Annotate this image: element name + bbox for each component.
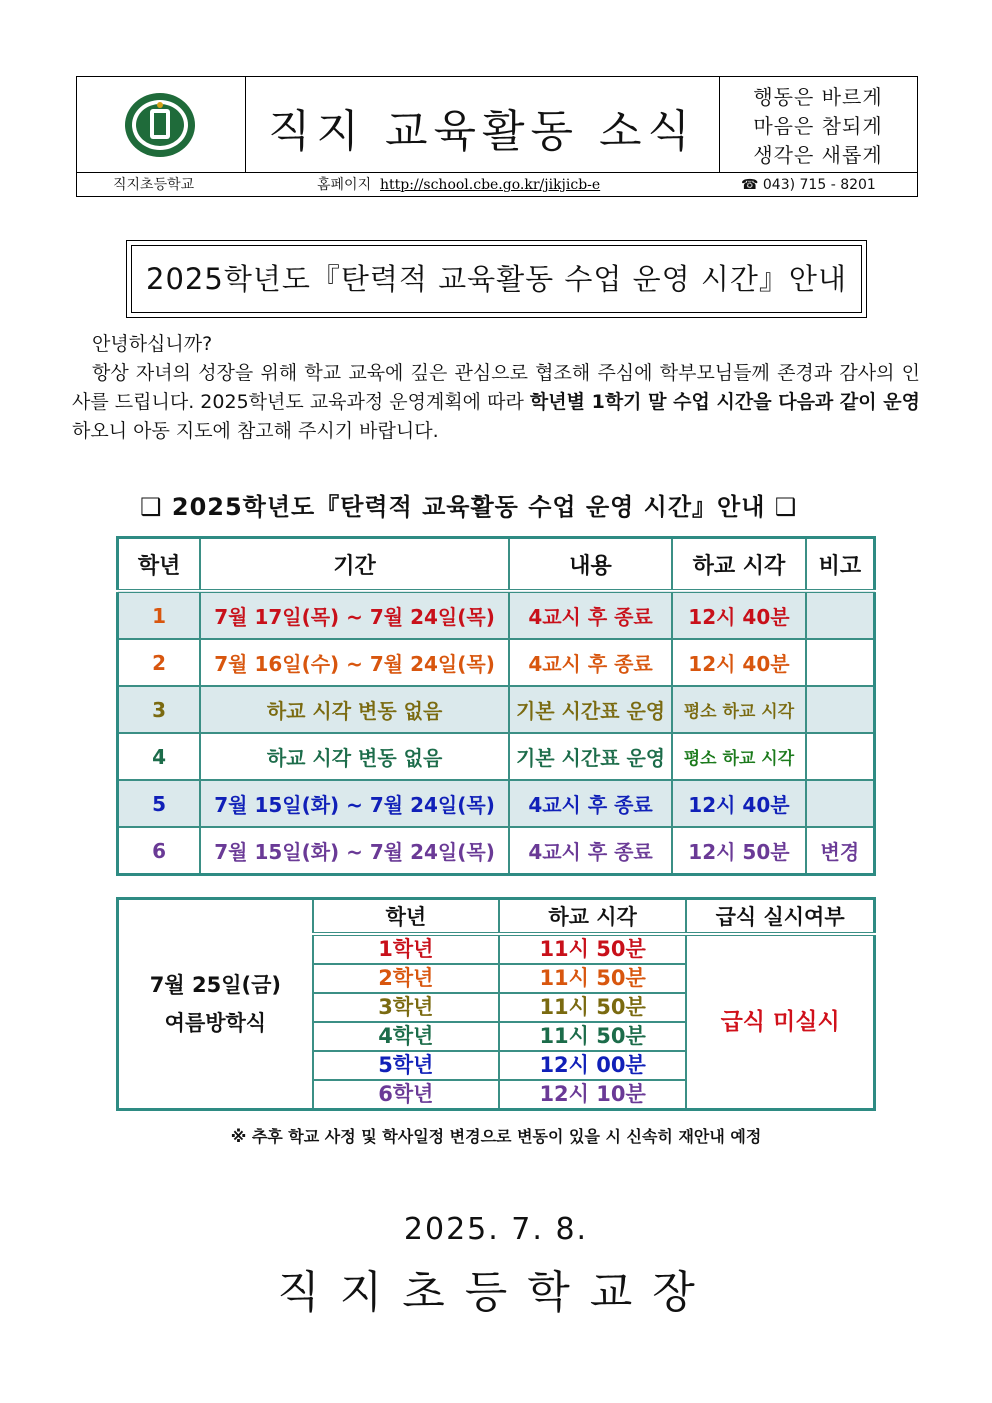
event-cell	[118, 899, 313, 1110]
table-header-row	[118, 899, 875, 935]
cell-period: 7월 15일(화) ~ 7월 24일(목)	[200, 827, 509, 875]
newsletter-title: 직지 교육활동 소식	[267, 106, 696, 157]
cell-content: 4교시 후 종료	[509, 639, 672, 686]
cell-time: 12시 40분	[672, 591, 805, 639]
cell-time: 12시 10분	[499, 1080, 686, 1110]
info-row	[77, 172, 917, 197]
header-note: 비고	[806, 538, 875, 592]
cell-note	[806, 591, 875, 639]
cell-grade: 4	[118, 733, 201, 780]
cell-time: 12시 50분	[672, 827, 805, 875]
motto-line: 행동은 바르게	[753, 85, 883, 109]
notice-title-box	[126, 240, 867, 318]
logo-cell	[77, 77, 246, 172]
cell-note	[806, 686, 875, 733]
schedule-table	[116, 536, 876, 876]
cell-time: 11시 50분	[499, 964, 686, 993]
intro-text-end: 하오니 아동 지도에 참고해 주시기 바랍니다.	[72, 420, 439, 442]
cell-time: 11시 50분	[499, 1022, 686, 1051]
homepage-link[interactable]: http://school.cbe.go.kr/jikjicb-e	[380, 177, 601, 193]
notice-title: 2025학년도『탄력적 교육활동 수업 운영 시간』안내	[131, 245, 862, 313]
header-time: 하교 시각	[672, 538, 805, 592]
cell-period: 하교 시각 변동 없음	[200, 686, 509, 733]
title-cell	[245, 77, 720, 172]
homepage-label: 홈페이지	[317, 177, 372, 193]
cell-grade: 3	[118, 686, 201, 733]
table-row	[118, 639, 875, 686]
cell-grade: 2학년	[313, 964, 499, 993]
section-heading: ❑ 2025학년도『탄력적 교육활동 수업 운영 시간』안내 ❑	[140, 493, 798, 521]
table-row	[118, 780, 875, 827]
greeting: 안녕하십니까?	[92, 333, 213, 355]
meal-status: 급식 미실시	[686, 934, 874, 1110]
cell-content: 4교시 후 종료	[509, 591, 672, 639]
cell-grade: 2	[118, 639, 201, 686]
table-row	[118, 733, 875, 780]
table-row	[118, 827, 875, 875]
homepage	[317, 173, 600, 197]
table-header-row	[118, 538, 875, 592]
header-content: 내용	[509, 538, 672, 592]
cell-grade: 5학년	[313, 1051, 499, 1080]
cell-content: 4교시 후 종료	[509, 827, 672, 875]
header-grade: 학년	[118, 538, 201, 592]
cell-note: 변경	[806, 827, 875, 875]
cell-content: 기본 시간표 운영	[509, 733, 672, 780]
cell-time: 12시 00분	[499, 1051, 686, 1080]
cell-grade: 1	[118, 591, 201, 639]
cell-grade: 6	[118, 827, 201, 875]
header-period: 기간	[200, 538, 509, 592]
cell-note	[806, 639, 875, 686]
table-row	[118, 591, 875, 639]
cell-time: 11시 50분	[499, 993, 686, 1022]
header-meal: 급식 실시여부	[686, 899, 874, 935]
cell-grade: 4학년	[313, 1022, 499, 1051]
cell-period: 7월 15일(화) ~ 7월 24일(목)	[200, 780, 509, 827]
cell-period: 7월 17일(목) ~ 7월 24일(목)	[200, 591, 509, 639]
cell-time: 12시 40분	[672, 780, 805, 827]
intro-paragraph	[72, 359, 920, 446]
school-name: 직지초등학교	[113, 177, 195, 193]
cell-time: 평소 하교 시각	[672, 733, 805, 780]
event-name: 여름방학식	[164, 1011, 267, 1035]
principal-signature: 직지초등학교장	[277, 1267, 715, 1318]
cell-grade: 3학년	[313, 993, 499, 1022]
intro-bold: 학년별 1학기 말 수업 시간을 다음과 같이 운영	[529, 391, 920, 413]
motto-line: 생각은 새롭게	[753, 143, 883, 167]
closing-ceremony-table	[116, 897, 876, 1111]
cell-time: 12시 40분	[672, 639, 805, 686]
event-date: 7월 25일(금)	[149, 973, 281, 997]
cell-content: 4교시 후 종료	[509, 780, 672, 827]
cell-note	[806, 733, 875, 780]
cell-time: 11시 50분	[499, 934, 686, 964]
issue-date: 2025. 7. 8.	[403, 1212, 589, 1247]
table-row	[118, 686, 875, 733]
cell-grade: 6학년	[313, 1080, 499, 1110]
header-grade: 학년	[313, 899, 499, 935]
footnote: ※ 추후 학교 사정 및 학사일정 변경으로 변동이 있을 시 신속히 재안내 예정	[230, 1127, 762, 1146]
cell-period: 7월 16일(수) ~ 7월 24일(목)	[200, 639, 509, 686]
cell-content: 기본 시간표 운영	[509, 686, 672, 733]
school-emblem-icon	[123, 91, 197, 159]
intro-text: 항상 자녀의 성장을 위해 학교 교육에 깊은 관심으로 협조해 주심에 학부모님들께 존경과 감사의 인사를 드립니다. 2025학년도 교육과정 운영계획에 따라	[72, 362, 920, 413]
cell-grade: 1학년	[313, 934, 499, 964]
cell-period: 하교 시각 변동 없음	[200, 733, 509, 780]
newsletter-header	[76, 76, 918, 197]
cell-note	[806, 780, 875, 827]
motto-line: 마음은 참되게	[753, 114, 883, 138]
header-time: 하교 시각	[499, 899, 686, 935]
cell-grade: 5	[118, 780, 201, 827]
phone-number: ☎ 043) 715 - 8201	[741, 177, 876, 193]
cell-time: 평소 하교 시각	[672, 686, 805, 733]
motto-cell	[719, 77, 917, 172]
